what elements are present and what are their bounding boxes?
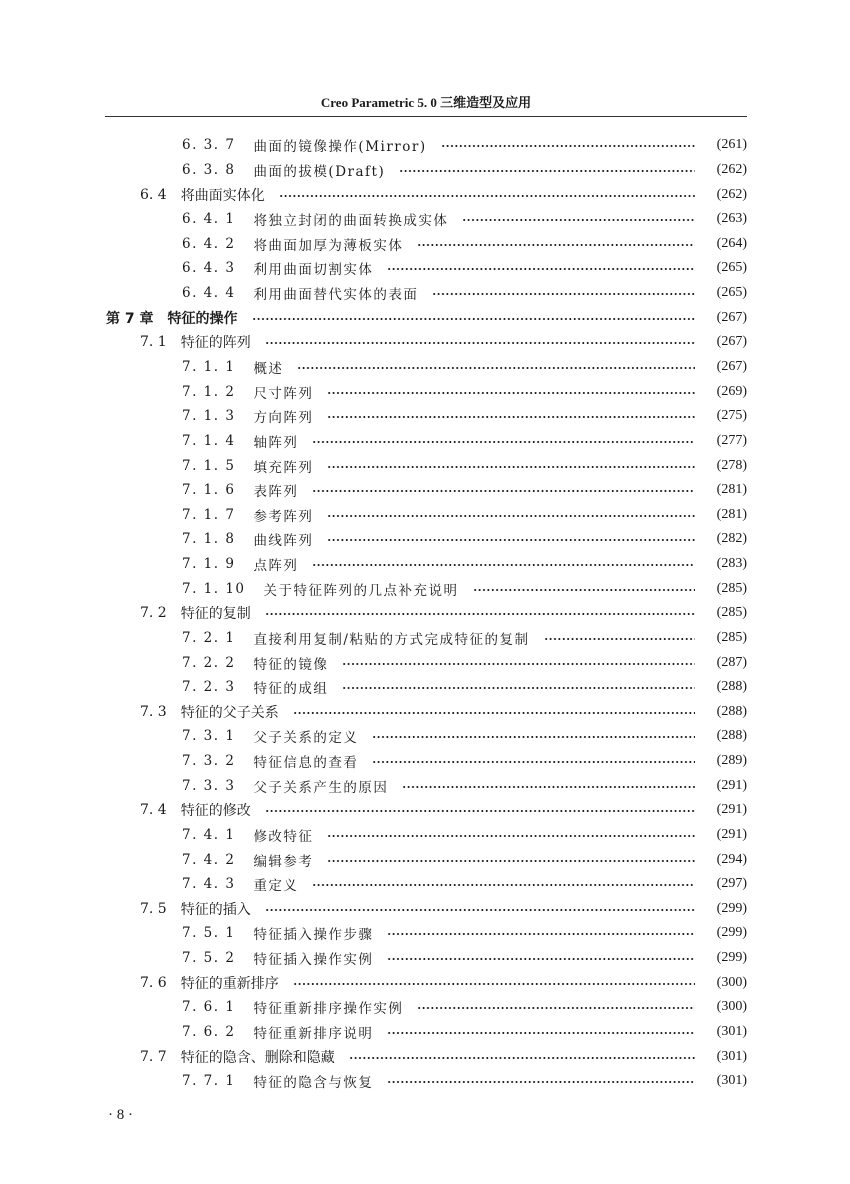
toc-entry-page: (281) bbox=[716, 482, 747, 498]
toc-entry-page: (283) bbox=[716, 556, 747, 572]
toc-entry[interactable] bbox=[0, 379, 850, 404]
toc-entry[interactable] bbox=[0, 798, 850, 823]
toc-entry-number: 6. 4. 1 bbox=[182, 211, 236, 228]
toc-entry-title: 修改特征 bbox=[253, 828, 314, 845]
toc-entry-number: 7. 6. 2 bbox=[182, 1023, 236, 1040]
toc-entry[interactable] bbox=[0, 305, 850, 330]
toc-entry-title: 特征信息的查看 bbox=[253, 755, 359, 772]
toc-entry-number: 7. 1. 4 bbox=[182, 432, 236, 449]
toc-entry[interactable] bbox=[0, 773, 850, 798]
dot-leader bbox=[417, 1007, 695, 1009]
toc-entry-title: 特征插入操作实例 bbox=[253, 952, 374, 969]
dot-leader bbox=[293, 983, 695, 985]
toc-entry[interactable] bbox=[0, 158, 850, 183]
toc-entry-page: (291) bbox=[716, 802, 747, 818]
toc-entry[interactable] bbox=[0, 576, 850, 601]
toc-entry-title: 将曲面加厚为薄板实体 bbox=[253, 237, 404, 254]
toc-entry-number: 6. 4. 4 bbox=[182, 285, 236, 302]
toc-entry-title: 概述 bbox=[253, 360, 284, 377]
toc-entry-number: 6. 4 bbox=[140, 186, 167, 203]
toc-entry[interactable] bbox=[0, 552, 850, 577]
toc-entry-page: (269) bbox=[716, 383, 747, 399]
toc-entry-title: 特征的修改 bbox=[180, 803, 251, 820]
toc-entry-page: (294) bbox=[716, 851, 747, 867]
toc-entry-number: 7. 2. 2 bbox=[182, 654, 236, 671]
toc-entry[interactable] bbox=[0, 429, 850, 454]
toc-entry-title: 尺寸阵列 bbox=[253, 385, 314, 402]
toc-entry-number: 7. 3 bbox=[140, 703, 167, 720]
toc-entry-page: (263) bbox=[716, 211, 747, 227]
dot-leader bbox=[312, 441, 695, 443]
toc-entry-number: 7. 1. 5 bbox=[182, 457, 236, 474]
dot-leader bbox=[327, 860, 695, 862]
dot-leader bbox=[402, 786, 695, 788]
toc-entry-title: 特征的阵列 bbox=[180, 335, 251, 352]
toc-entry[interactable] bbox=[0, 404, 850, 429]
header-rule bbox=[105, 116, 747, 117]
toc-entry[interactable] bbox=[0, 182, 850, 207]
dot-leader bbox=[342, 663, 695, 665]
toc-entry-number: 6. 4. 3 bbox=[182, 260, 236, 277]
toc-entry-page: (267) bbox=[716, 334, 747, 350]
toc-entry-number: 7. 3. 3 bbox=[182, 777, 236, 794]
dot-leader bbox=[297, 367, 695, 369]
toc-entry[interactable] bbox=[0, 133, 850, 158]
toc-entry[interactable] bbox=[0, 355, 850, 380]
toc-entry-title: 特征的插入 bbox=[180, 901, 251, 918]
toc-entry-title: 特征的父子关系 bbox=[180, 704, 279, 721]
toc-entry-number: 7. 5 bbox=[140, 900, 167, 917]
toc-entry-page: (277) bbox=[716, 432, 747, 448]
toc-entry-page: (288) bbox=[716, 728, 747, 744]
dot-leader bbox=[387, 933, 695, 935]
toc-entry-page: (291) bbox=[716, 826, 747, 842]
dot-leader bbox=[387, 268, 695, 270]
toc-entry-number: 7. 1. 6 bbox=[182, 482, 236, 499]
toc-entry[interactable] bbox=[0, 749, 850, 774]
toc-entry[interactable] bbox=[0, 330, 850, 355]
toc-entry-title: 曲面的拔模(Draft) bbox=[253, 163, 386, 180]
toc-entry-number: 7. 1 bbox=[140, 334, 167, 351]
toc-entry-title: 利用曲面切割实体 bbox=[253, 262, 374, 279]
toc-entry[interactable] bbox=[0, 872, 850, 897]
dot-leader bbox=[252, 318, 696, 320]
toc-entry-page: (261) bbox=[716, 137, 747, 153]
dot-leader bbox=[441, 145, 695, 147]
dot-leader bbox=[372, 761, 695, 763]
toc-entry-title: 将独立封闭的曲面转换成实体 bbox=[253, 213, 449, 230]
toc-entry-title: 点阵列 bbox=[253, 558, 299, 575]
toc-entry-page: (301) bbox=[716, 1048, 747, 1064]
toc-entry[interactable] bbox=[0, 897, 850, 922]
toc-entry-page: (300) bbox=[716, 974, 747, 990]
toc-entry-page: (282) bbox=[716, 531, 747, 547]
toc-entry[interactable] bbox=[0, 1020, 850, 1045]
dot-leader bbox=[342, 687, 695, 689]
toc-entry-page: (285) bbox=[716, 629, 747, 645]
toc-entry[interactable] bbox=[0, 970, 850, 995]
dot-leader bbox=[387, 958, 695, 960]
toc-entry-number: 7. 4. 2 bbox=[182, 851, 236, 868]
toc-entry-number: 7. 2 bbox=[140, 605, 167, 622]
dot-leader bbox=[279, 195, 695, 197]
toc-entry[interactable] bbox=[0, 699, 850, 724]
dot-leader bbox=[265, 342, 695, 344]
toc-entry-page: (297) bbox=[716, 876, 747, 892]
toc-entry-number: 7. 7 bbox=[140, 1048, 167, 1065]
toc-entry-number: 7. 2. 3 bbox=[182, 679, 236, 696]
toc-entry-title: 特征的隐含、删除和隐藏 bbox=[180, 1049, 335, 1066]
dot-leader bbox=[312, 884, 695, 886]
dot-leader bbox=[387, 1081, 695, 1083]
toc-entry[interactable] bbox=[0, 724, 850, 749]
toc-entry-number: 7. 5. 1 bbox=[182, 925, 236, 942]
toc-entry[interactable] bbox=[0, 527, 850, 552]
dot-leader bbox=[327, 835, 695, 837]
toc-entry[interactable] bbox=[0, 650, 850, 675]
dot-leader bbox=[387, 1032, 695, 1034]
toc-entry-page: (265) bbox=[716, 260, 747, 276]
toc-entry[interactable] bbox=[0, 847, 850, 872]
toc-entry-title: 直接利用复制/粘贴的方式完成特征的复制 bbox=[253, 631, 530, 648]
toc-entry[interactable] bbox=[0, 1044, 850, 1069]
dot-leader bbox=[327, 392, 695, 394]
toc-entry-title: 表阵列 bbox=[253, 484, 299, 501]
toc-entry-number: 7. 3. 2 bbox=[182, 753, 236, 770]
toc-entry-number: 7. 6 bbox=[140, 974, 167, 991]
toc-entry-number: 7. 1. 2 bbox=[182, 383, 236, 400]
toc-entry[interactable] bbox=[0, 232, 850, 257]
toc-entry[interactable] bbox=[0, 946, 850, 971]
dot-leader bbox=[417, 244, 695, 246]
dot-leader bbox=[327, 539, 695, 541]
dot-leader bbox=[312, 564, 695, 566]
toc-entry-page: (278) bbox=[716, 457, 747, 473]
toc-entry-number: 7. 4 bbox=[140, 802, 167, 819]
toc-entry-number: 7. 4. 1 bbox=[182, 826, 236, 843]
toc-entry-page: (264) bbox=[716, 235, 747, 251]
dot-leader bbox=[265, 810, 695, 812]
toc-entry[interactable] bbox=[0, 281, 850, 306]
toc-entry[interactable] bbox=[0, 823, 850, 848]
toc-entry-title: 将曲面实体化 bbox=[180, 187, 265, 204]
toc-entry-page: (262) bbox=[716, 161, 747, 177]
toc-entry-number: 7. 2. 1 bbox=[182, 629, 236, 646]
toc-entry[interactable] bbox=[0, 502, 850, 527]
toc-entry[interactable] bbox=[0, 921, 850, 946]
toc-entry-title: 特征的复制 bbox=[180, 606, 251, 623]
toc-entry-title: 特征插入操作步骤 bbox=[253, 927, 374, 944]
dot-leader bbox=[293, 712, 695, 714]
toc-entry-title: 填充阵列 bbox=[253, 459, 314, 476]
toc-entry[interactable] bbox=[0, 1069, 850, 1094]
toc-entry-number: 6. 4. 2 bbox=[182, 235, 236, 252]
toc-entry[interactable] bbox=[0, 626, 850, 651]
dot-leader bbox=[327, 416, 695, 418]
toc-entry-number: 7. 1. 9 bbox=[182, 556, 236, 573]
toc-entry[interactable] bbox=[0, 601, 850, 626]
toc-entry-page: (289) bbox=[716, 753, 747, 769]
toc-entry-number: 7. 6. 1 bbox=[182, 999, 236, 1016]
toc-entry-page: (301) bbox=[716, 1073, 747, 1089]
toc-entry-title: 曲线阵列 bbox=[253, 533, 314, 550]
toc-entry-page: (262) bbox=[716, 186, 747, 202]
toc-entry[interactable] bbox=[0, 478, 850, 503]
toc-entry-number: 7. 7. 1 bbox=[182, 1073, 236, 1090]
toc-entry-page: (267) bbox=[716, 358, 747, 374]
running-header: Creo Parametric 5. 0 三维造型及应用 bbox=[320, 95, 532, 110]
toc-entry-page: (287) bbox=[716, 654, 747, 670]
dot-leader bbox=[265, 909, 695, 911]
dot-leader bbox=[327, 466, 695, 468]
toc-entry-title: 特征的镜像 bbox=[253, 656, 329, 673]
dot-leader bbox=[312, 490, 695, 492]
toc-entry-page: (275) bbox=[716, 408, 747, 424]
toc-entry-title: 参考阵列 bbox=[253, 508, 314, 525]
toc-entry-page: (285) bbox=[716, 580, 747, 596]
toc-entry-number: 6. 3. 7 bbox=[182, 137, 236, 154]
toc-entry[interactable] bbox=[0, 207, 850, 232]
toc-entry-title: 特征的操作 bbox=[167, 310, 238, 327]
toc-entry-page: (288) bbox=[716, 679, 747, 695]
dot-leader bbox=[544, 638, 696, 640]
toc-entry-number: 7. 1. 7 bbox=[182, 506, 236, 523]
toc-entry-title: 特征的成组 bbox=[253, 681, 329, 698]
toc-entry-page: (299) bbox=[716, 900, 747, 916]
toc-entry[interactable] bbox=[0, 675, 850, 700]
dot-leader bbox=[372, 736, 695, 738]
toc-entry-number: 7. 3. 1 bbox=[182, 728, 236, 745]
toc-entry-title: 重定义 bbox=[253, 878, 299, 895]
toc-entry-title: 特征的隐含与恢复 bbox=[253, 1075, 374, 1092]
toc-entry-page: (299) bbox=[716, 925, 747, 941]
toc-entry-number: 7. 1. 10 bbox=[182, 580, 246, 597]
toc-entry-number: 7. 5. 2 bbox=[182, 950, 236, 967]
dot-leader bbox=[399, 170, 695, 172]
dot-leader bbox=[265, 613, 695, 615]
toc-entry-page: (265) bbox=[716, 285, 747, 301]
toc-entry-page: (291) bbox=[716, 777, 747, 793]
toc-entry[interactable] bbox=[0, 453, 850, 478]
toc-entry[interactable] bbox=[0, 256, 850, 281]
toc-entry-title: 特征的重新排序 bbox=[180, 975, 279, 992]
toc-entry-title: 父子关系产生的原因 bbox=[253, 779, 389, 796]
toc-entry-title: 方向阵列 bbox=[253, 410, 314, 427]
toc-entry-title: 父子关系的定义 bbox=[253, 730, 359, 747]
toc-entry-title: 编辑参考 bbox=[253, 853, 314, 870]
dot-leader bbox=[327, 515, 695, 517]
toc-entry-title: 利用曲面替代实体的表面 bbox=[253, 287, 419, 304]
toc-entry-title: 轴阵列 bbox=[253, 434, 299, 451]
toc-entry-page: (301) bbox=[716, 1023, 747, 1039]
dot-leader bbox=[349, 1057, 695, 1059]
toc-entry-number: 6. 3. 8 bbox=[182, 161, 236, 178]
toc-entry-page: (288) bbox=[716, 703, 747, 719]
toc-entry-title: 曲面的镜像操作(Mirror) bbox=[253, 139, 427, 156]
toc-entry-title: 特征重新排序操作实例 bbox=[253, 1001, 404, 1018]
toc-entry-number: 7. 4. 3 bbox=[182, 876, 236, 893]
toc-entry-title: 特征重新排序说明 bbox=[253, 1025, 374, 1042]
toc-entry-number: 7. 1. 8 bbox=[182, 531, 236, 548]
toc-entry-number: 7. 1. 3 bbox=[182, 408, 236, 425]
toc-entry-page: (299) bbox=[716, 950, 747, 966]
dot-leader bbox=[432, 293, 695, 295]
toc-entry-page: (281) bbox=[716, 506, 747, 522]
toc-entry[interactable] bbox=[0, 995, 850, 1020]
dot-leader bbox=[462, 219, 695, 221]
toc-entry-page: (285) bbox=[716, 605, 747, 621]
toc-entry-number: 7. 1. 1 bbox=[182, 358, 236, 375]
toc-entry-page: (267) bbox=[716, 309, 747, 325]
toc-entry-number: 第 7 章 bbox=[106, 310, 154, 327]
page-number: · 8 · bbox=[108, 1107, 133, 1123]
toc-entry-page: (300) bbox=[716, 999, 747, 1015]
dot-leader bbox=[473, 589, 695, 591]
toc-entry-title: 关于特征阵列的几点补充说明 bbox=[263, 582, 459, 599]
